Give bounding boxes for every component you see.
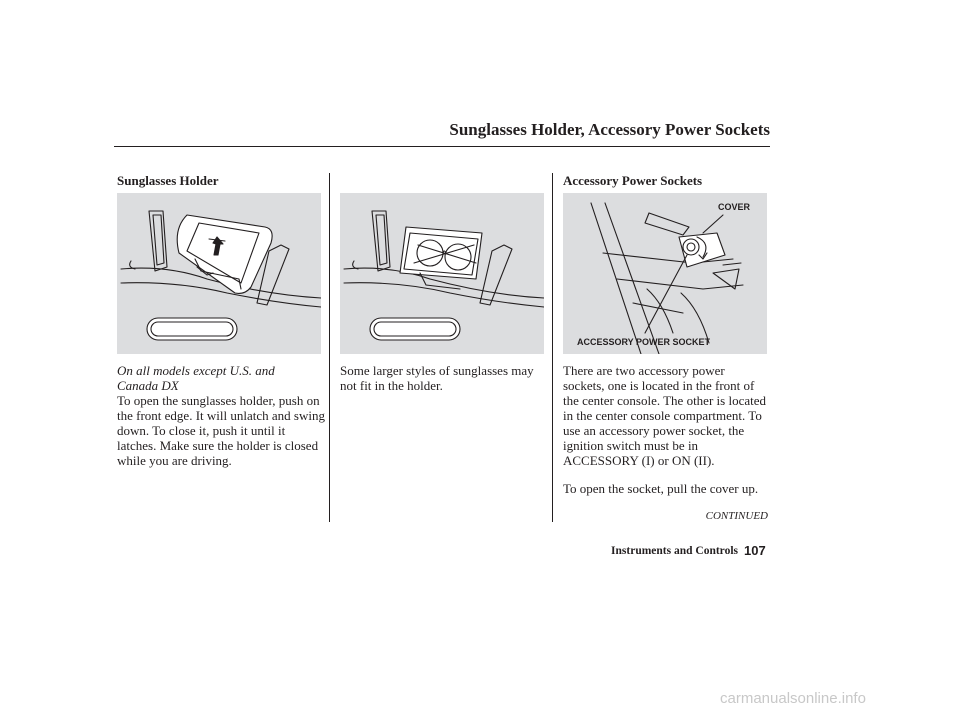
sunglasses-holder-closed-illustration bbox=[117, 193, 321, 354]
continued-label: CONTINUED bbox=[705, 510, 768, 522]
model-applicability-note: On all models except U.S. and Canada DX bbox=[117, 363, 275, 393]
site-watermark: carmanualsonline.info bbox=[720, 690, 866, 707]
page-number: 107 bbox=[744, 543, 766, 558]
power-socket-open-instructions: To open the socket, pull the cover up. bbox=[563, 481, 759, 496]
power-socket-description: There are two accessory power sockets, one is located in the front of the center console. The other is located in the center console compartment. To use an accessory power socket, the ignition switch must be in ACCESSORY (I) or ON (II). bbox=[563, 363, 766, 468]
page-title: Sunglasses Holder, Accessory Power Sockets bbox=[449, 120, 770, 139]
accessory-power-socket-callout-label: ACCESSORY POWER SOCKET bbox=[577, 337, 711, 347]
column-divider-left bbox=[329, 173, 330, 522]
accessory-power-sockets-heading: Accessory Power Sockets bbox=[563, 173, 703, 188]
sunglasses-holder-heading: Sunglasses Holder bbox=[117, 173, 219, 188]
footer-section-label: Instruments and Controls bbox=[611, 545, 738, 557]
sunglasses-fit-note: Some larger styles of sunglasses may not fit in the holder. bbox=[340, 363, 534, 393]
accessory-power-socket-illustration bbox=[563, 193, 767, 354]
title-rule bbox=[114, 146, 770, 147]
sunglasses-holder-instructions: To open the sunglasses holder, push on the front edge. It will unlatch and swing down. To close it, push it until it latches. Make sure the holder is closed while you are driving. bbox=[117, 393, 325, 468]
sunglasses-holder-open-illustration bbox=[340, 193, 544, 354]
column-divider-right bbox=[552, 173, 553, 522]
cover-callout-label: COVER bbox=[718, 202, 751, 212]
